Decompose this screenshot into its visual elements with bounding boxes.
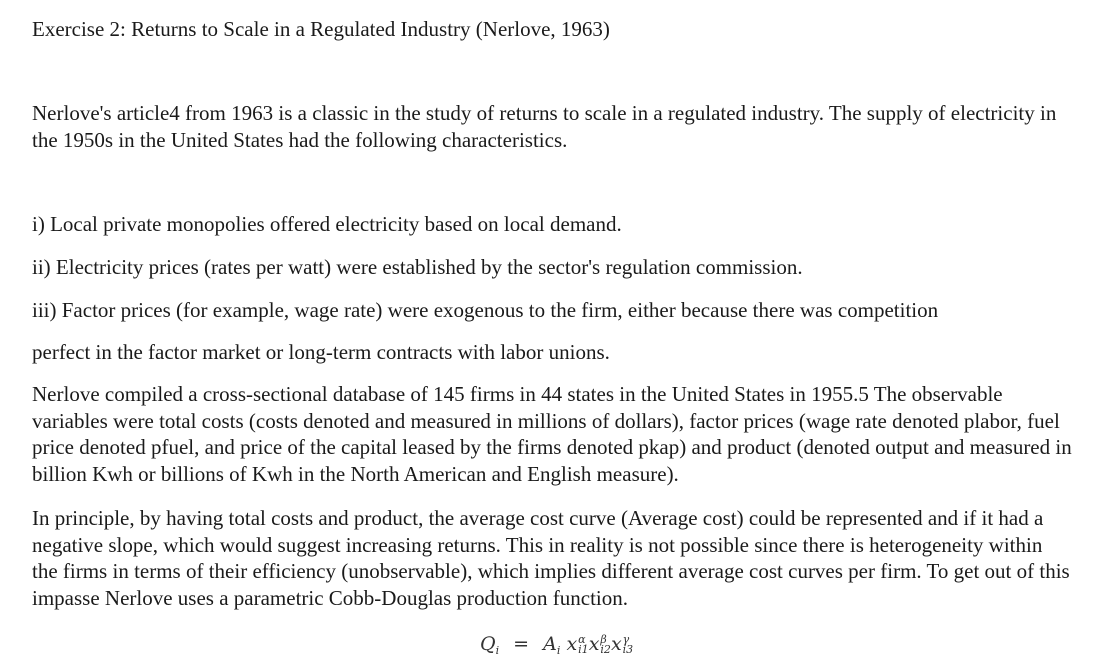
equation-lhs: Q [480,633,496,655]
equation-x1-exponent: α [578,633,586,646]
equation-x2: x [588,633,600,655]
equation-lhs-subscript: i [495,644,500,657]
equation-x1-subscript: i1 [578,643,589,656]
cobb-douglas-equation [480,632,633,663]
equation-equals: = [513,633,530,655]
intro-paragraph: Nerlove's article4 from 1963 is a classic in the study of returns to scale in a regulated industry. The supply of electricity in the 1950s in the United States had the following characteristics. [32,101,1057,152]
equation-x3-exponent: γ [622,633,630,646]
list-item: i) Local private monopolies offered electricity based on local demand. [32,212,622,236]
equation-a-subscript: i [556,644,561,657]
list-item: iii) Factor prices (for example, wage rate) were exogenous to the firm, either because there was competition [32,298,939,322]
equation-x3-indices [623,635,634,655]
exercise-title: Exercise 2: Returns to Scale in a Regulated Industry (Nerlove, 1963) [32,17,610,41]
equation-x1: x [566,633,578,655]
list-item-continuation: perfect in the factor market or long-term contracts with labor unions. [32,340,610,364]
equation-a: A [543,633,557,655]
equation-x1-indices [578,635,589,655]
equation-x3: x [610,633,622,655]
equation-x3-subscript: i3 [622,643,634,656]
equation-x2-subscript: i2 [600,643,611,656]
list-item: ii) Electricity prices (rates per watt) were established by the sector's regulation commission. [32,255,803,279]
principle-paragraph: In principle, by having total costs and product, the average cost curve (Average cost) could be represented and if it had a negative slope, which would suggest increasing returns. This in reality is not possible since there is heterogeneity within the firms in terms of their efficiency (unobservable), which implies different average cost curves per firm. To get out of this impasse Nerlove uses a parametric Cobb-Douglas production function. [32,506,1070,610]
data-paragraph: Nerlove compiled a cross-sectional database of 145 firms in 44 states in the United States in 1955.5 The observable variables were total costs (costs denoted and measured in millions of dollars), factor prices (wage rate denoted plabor, fuel price denoted pfuel, and price of the capital leased by the firms denoted pkap) and product (denoted output and measured in billion Kwh or billions of Kwh in the North American and English measure). [32,382,1072,486]
equation-x2-indices [600,635,611,655]
equation-x2-exponent: β [600,633,607,646]
